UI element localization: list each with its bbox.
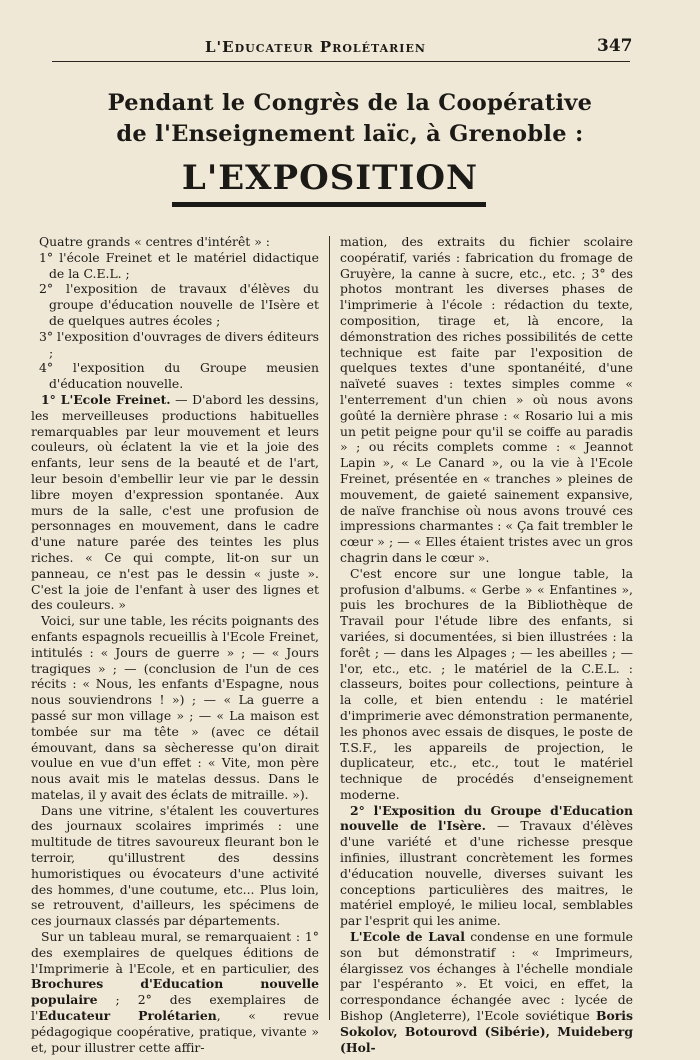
headline-line-2: de l'Enseignement laïc, à Grenoble : <box>116 121 584 147</box>
header-rule <box>52 61 630 62</box>
paragraph-isere <box>340 803 633 929</box>
paragraph-albums: C'est encore sur une longue table, la profusion d'albums. « Gerbe » « Enfantines », puis les brochures de la Bibliothèque de Travail pour l'étude libre des enfants, si variées, si documentées, si bien illustrées : la forêt ; — dans les Alpages ; — les abeilles ; — l'or, etc., etc. ; le matériel de la C.E.L. : classeurs, boites pour collections, peinture à la colle, et bien entendu : le matériel d'imprimerie avec démonstration permanente, les phonos avec essais de disques, le poste de T.S.F., les appareils de projection, le duplicateur, etc., etc., tout le matériel technique de procédés d'enseignement moderne. <box>340 565 633 802</box>
running-title: L'Educateur Prolétarien <box>205 38 426 56</box>
left-column <box>31 234 319 1055</box>
emphasis-text: (Hol- <box>340 1039 376 1055</box>
paragraph-text: — Travaux d'élèves d'une variété et d'une richesse presque infinies, illustrant concrètement les formes d'éducation nouvelle, diverses suivant les conceptions particulières des maitres, le matériel employé, le milieu local, semblables par l'esprit qui les anime. <box>340 818 634 929</box>
list-item: 4° l'exposition du Groupe meusien d'éducation nouvelle. <box>39 360 319 392</box>
section-lead: 1° L'Ecole Freinet. <box>41 391 171 407</box>
list-item: 3° l'exposition d'ouvrages de divers éditeurs ; <box>39 328 319 360</box>
right-column <box>340 234 633 1055</box>
headline-line-1: Pendant le Congrès de la Coopérative <box>107 90 593 116</box>
paragraph-continuation: mation, des extraits du fichier scolaire coopératif, variés : fabrication du fromage de Gruyère, la canne à sucre, etc., etc. ; 3° des photos montrant les diverses phases de l'imprimerie à l'école : rédaction du texte, composition, tirage et, là encore, la démonstration des riches possibilités de cette technique est faite par l'exposition de quelques textes d'une spontanéité, d'une naïveté suaves : textes simples comme « l'enterrement d'un chien » où nous avons goûté la dernière phrase : « Rosario lui a mis un petit peigne pour qu'il se coiffe au paradis » ; ou récits complets comme : « Jeannot Lapin », « Le Canard », ou la vie à l'Ecole Freinet, présentée en « tranches » pleines de mouvement, de gaieté sainement expansive, de naïve franchise où nous avons trouvé ces impressions charmantes : « Ça fait trembler le cœur » ; — « Elles étaient tristes avec un gros chagrin dans le cœur ». <box>340 234 633 565</box>
emphasis-text: Boris Sokolov, Botourovd (Sibérie), Muideberg <box>340 1008 633 1039</box>
list-item: 2° l'exposition de travaux d'élèves du groupe d'éducation nouvelle de l'Isère et de quelques autres écoles ; <box>39 281 319 328</box>
paragraph-text: condense en une formule son but démonstratif : « Imprimeurs, élargissez vos échanges à l'échelle mondiale par l'espéranto ». Et voici, en effet, la correspondance échangée avec : lycée de Bishop (Angleterre), l'Ecole soviétique <box>340 929 634 1024</box>
paragraph-tableau <box>31 929 319 1055</box>
paragraph-text: — D'abord les dessins, les merveilleuses productions habituelles remarquables par leur mouvement et leurs couleurs, où éclatent la vie et la joie des enfants, leur sens de la beauté et de l'art, leur besoin d'embellir leur vie par le dessin libre moyen d'expression spontanée. Aux murs de la salle, c'est une profusion de personnages en mouvement, dans le cadre d'une nature parée des teintes les plus riches. « Ce qui compte, lit-on sur un panneau, ce n'est pas le dessin « juste ». C'est la joie de l'enfant à user des lignes et des couleurs. » <box>31 391 320 613</box>
paragraph-ecole-freinet <box>31 392 319 613</box>
section-lead: 2° l'Exposition du Groupe d'Education nouvelle de l'Isère. <box>340 802 633 834</box>
list-item: 1° l'école Freinet et le matériel didactique de la C.E.L. ; <box>39 249 319 281</box>
paragraph-laval <box>340 929 633 1055</box>
section-lead: L'Ecole de Laval <box>350 929 465 945</box>
paragraph-recits: Voici, sur une table, les récits poignants des enfants espagnols recueillis à l'Ecole Freinet, intitulés : « Jours de guerre » ; — « Jours tragiques » ; — (conclusion de l'un de ces récits : « Nous, les enfants d'Espagne, nous nous souviendrons ! ») ; — « La guerre a passé sur mon village » ; — « La maison est tombée sur ma tête » (avec ce détail émouvant, dans sa sècheresse qu'on dirait voulue en vue d'un effet : « Vite, mon père nous avait mis le matelas dessus. Dans le matelas, il y avait des éclats de mitraille. »). <box>31 613 319 802</box>
column-divider <box>329 236 330 1020</box>
paragraph-text: , « revue pédagogique coopérative, pratique, vivante » et, pour illustrer cette affir- <box>31 1008 319 1055</box>
page-number: 347 <box>597 36 633 56</box>
emphasis-text: Educateur Prolétarien <box>38 1008 217 1024</box>
emphasis-text: Brochures d'Education nouvelle populaire <box>31 976 319 1008</box>
title-underline <box>172 202 486 207</box>
intro-line: Quatre grands « centres d'intérêt » : <box>39 234 270 249</box>
paragraph-text: ; 2° des exemplaires de l' <box>31 992 319 1024</box>
article-headline <box>40 88 660 150</box>
paragraph-text: Sur un tableau mural, se remarquaient : 1° des exemplaires de quelques éditions de l'Imprimerie à l'Ecole, et en particulier, des <box>31 929 319 976</box>
article-title: L'EXPOSITION <box>181 158 479 198</box>
paragraph-vitrine: Dans une vitrine, s'étalent les couvertures des journaux scolaires imprimés : une multitude de titres savoureux fleurant bon le terroir, qu'illustrent des dessins humoristiques ou évocateurs d'une activité des hommes, d'une coutume, etc... Plus loin, se retrouvent, d'ailleurs, les spécimens de ces journaux classés par départements. <box>31 802 319 929</box>
